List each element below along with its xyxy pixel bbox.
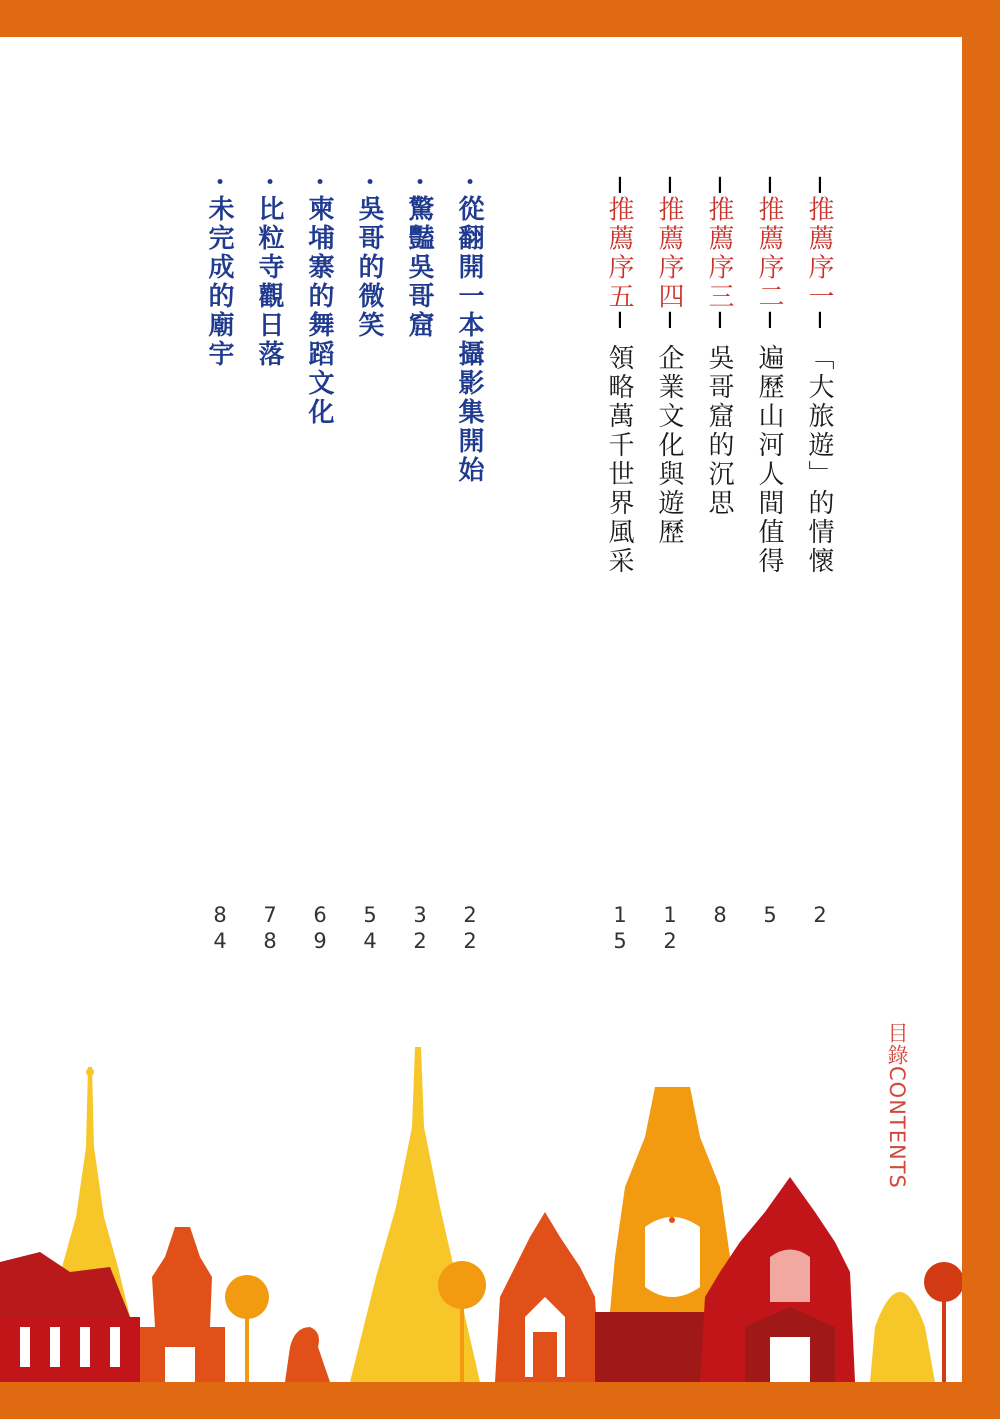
- page-number: 32: [413, 903, 427, 953]
- contents-label: 目錄CONTENTS: [885, 1022, 909, 1189]
- page-number: 54: [363, 903, 377, 953]
- page-number: 2: [813, 903, 827, 927]
- preface-label: 推薦序三: [704, 195, 734, 312]
- chapter-entry-6[interactable]: [206, 177, 232, 369]
- page-number: 84: [213, 903, 227, 953]
- page-number: 69: [313, 903, 327, 953]
- page-number: 22: [463, 903, 477, 953]
- preface-label: 推薦序五: [604, 195, 634, 312]
- bullet-icon: •: [261, 177, 277, 189]
- page-number: 78: [263, 903, 277, 953]
- bush-right: [870, 1292, 935, 1382]
- preface-title: 企業文化與遊歷: [654, 344, 684, 548]
- preface-entry-4[interactable]: ─推薦序四─企業文化與遊歷: [654, 177, 684, 548]
- page-number: 15: [613, 903, 627, 953]
- palm-tree-left: [225, 1275, 269, 1382]
- chapter-title: 未完成的廟宇: [204, 194, 234, 369]
- cambodia-skyline-illustration: [0, 1027, 962, 1382]
- bullet-icon: •: [411, 177, 427, 189]
- chapter-title: 柬埔寨的舞蹈文化: [304, 194, 334, 427]
- chapter-entry-5[interactable]: [256, 177, 282, 369]
- bullet-icon: •: [461, 177, 477, 189]
- preface-title: 吳哥窟的沉思: [704, 344, 734, 519]
- chapter-entry-4[interactable]: [306, 177, 332, 427]
- preface-entry-1[interactable]: ─推薦序一─「大旅遊」的情懷: [804, 177, 834, 577]
- preface-label: 推薦序一: [804, 195, 834, 312]
- temple-left: [140, 1227, 225, 1382]
- preface-label: 推薦序四: [654, 195, 684, 312]
- page-number: 5: [763, 903, 777, 927]
- preface-entry-5[interactable]: ─推薦序五─領略萬千世界風采: [604, 177, 634, 577]
- chapter-entry-3[interactable]: [356, 177, 382, 340]
- preface-title: 遍歷山河人間值得: [754, 344, 784, 577]
- preface-title: 「大旅遊」的情懷: [804, 344, 834, 577]
- bullet-icon: •: [311, 177, 327, 189]
- preface-label: 推薦序二: [754, 195, 784, 312]
- temple-center: [495, 1212, 600, 1382]
- chapter-title: 吳哥的微笑: [354, 194, 384, 340]
- page-number: 8: [713, 903, 727, 927]
- toc-page: [0, 37, 962, 1382]
- chapter-entry-1[interactable]: [456, 177, 482, 485]
- chapter-title: 驚豔吳哥窟: [404, 194, 434, 340]
- lion-statue: [285, 1327, 330, 1382]
- chapter-title: 比粒寺觀日落: [254, 194, 284, 369]
- chapter-title: 從翻開一本攝影集開始: [454, 194, 484, 485]
- temple-right: [700, 1177, 855, 1382]
- bullet-icon: •: [361, 177, 377, 189]
- bullet-icon: •: [211, 177, 227, 189]
- preface-entry-2[interactable]: ─推薦序二─遍歷山河人間值得: [754, 177, 784, 577]
- chapter-entry-2[interactable]: [406, 177, 432, 340]
- preface-title: 領略萬千世界風采: [604, 344, 634, 577]
- page-number: 12: [663, 903, 677, 953]
- preface-entry-3[interactable]: ─推薦序三─吳哥窟的沉思: [704, 177, 734, 519]
